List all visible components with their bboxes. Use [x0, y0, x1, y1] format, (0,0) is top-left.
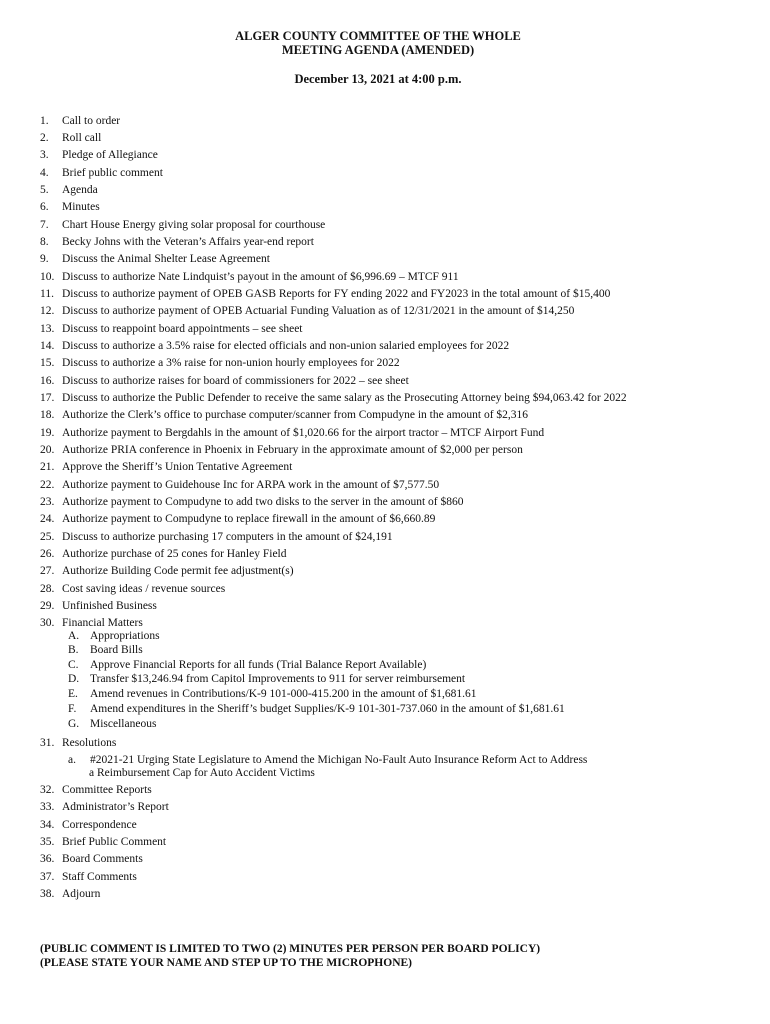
agenda-item-financial-matters: 30. Financial Matters: [40, 617, 143, 629]
agenda-item: 29. Unfinished Business: [40, 600, 157, 612]
agenda-item: 25. Discuss to authorize purchasing 17 computers in the amount of $24,191: [40, 531, 393, 543]
agenda-item: 24. Authorize payment to Compudyne to replace firewall in the amount of $6,660.89: [40, 513, 436, 525]
agenda-item: 10. Discuss to authorize Nate Lindquist’s payout in the amount of $6,996.69 – MTCF 911: [40, 271, 459, 283]
financial-subitem: E. Amend revenues in Contributions/K-9 101-000-415.200 in the amount of $1,681.61: [68, 688, 477, 700]
agenda-item: 3. Pledge of Allegiance: [40, 149, 158, 161]
agenda-item: 18. Authorize the Clerk’s office to purchase computer/scanner from Compudyne in the amount of $2,316: [40, 409, 529, 421]
agenda-item: 28. Cost saving ideas / revenue sources: [40, 583, 226, 595]
agenda-item: 19. Authorize payment to Bergdahls in the amount of $1,020.66 for the airport tractor – MTCF Airport Fund: [40, 427, 545, 439]
financial-subitem: D. Transfer $13,246.94 from Capitol Improvements to 911 for server reimbursement: [68, 673, 466, 685]
agenda-item: 22. Authorize payment to Guidehouse Inc for ARPA work in the amount of $7,577.50: [40, 479, 440, 491]
financial-subitem: A. Appropriations: [68, 630, 160, 642]
agenda-item: 26. Authorize purchase of 25 cones for Hanley Field: [40, 548, 287, 560]
microphone-instruction-note: (PLEASE STATE YOUR NAME AND STEP UP TO THE MICROPHONE): [40, 957, 412, 969]
agenda-item: 4. Brief public comment: [40, 167, 163, 179]
financial-subitem: B. Board Bills: [68, 644, 143, 656]
financial-subitem: F. Amend expenditures in the Sheriff’s budget Supplies/K-9 101-301-737.060 in the amount of $1,681.61: [68, 703, 565, 715]
agenda-item: 21. Approve the Sheriff’s Union Tentative Agreement: [40, 461, 293, 473]
agenda-item: 8. Becky Johns with the Veteran’s Affairs year-end report: [40, 236, 314, 248]
agenda-item: 34. Correspondence: [40, 819, 137, 831]
financial-subitem: G. Miscellaneous: [68, 718, 157, 730]
agenda-item: 7. Chart House Energy giving solar proposal for courthouse: [40, 219, 326, 231]
agenda-item: 15. Discuss to authorize a 3% raise for non-union hourly employees for 2022: [40, 357, 400, 369]
agenda-item: 5. Agenda: [40, 184, 98, 196]
resolution-subitem: a. #2021-21 Urging State Legislature to Amend the Michigan No-Fault Auto Insurance Reform Act to Address: [68, 754, 588, 766]
agenda-item: 38. Adjourn: [40, 888, 101, 900]
agenda-item: 35. Brief Public Comment: [40, 836, 167, 848]
agenda-item: 27. Authorize Building Code permit fee adjustment(s): [40, 565, 294, 577]
agenda-item: 2. Roll call: [40, 132, 102, 144]
agenda-subtitle: MEETING AGENDA (AMENDED): [281, 43, 475, 57]
agenda-item: 23. Authorize payment to Compudyne to add two disks to the server in the amount of $860: [40, 496, 464, 508]
agenda-item: 17. Discuss to authorize the Public Defender to receive the same salary as the Prosecuting Attorney being $94,063.42 for 2022: [40, 392, 627, 404]
agenda-item: 12. Discuss to authorize payment of OPEB Actuarial Funding Valuation as of 12/31/2021 in the amount of $14,250: [40, 305, 575, 317]
agenda-item: 14. Discuss to authorize a 3.5% raise for elected officials and non-union salaried employees for 2022: [40, 340, 510, 352]
agenda-item: 1. Call to order: [40, 115, 121, 127]
agenda-item: 6. Minutes: [40, 201, 100, 213]
agenda-item: 16. Discuss to authorize raises for board of commissioners for 2022 – see sheet: [40, 375, 409, 387]
agenda-item: 37. Staff Comments: [40, 871, 137, 883]
resolution-subitem-continuation: a Reimbursement Cap for Auto Accident Victims: [89, 767, 315, 779]
agenda-item: 13. Discuss to reappoint board appointments – see sheet: [40, 323, 303, 335]
agenda-item: 32. Committee Reports: [40, 784, 152, 796]
public-comment-policy-note: (PUBLIC COMMENT IS LIMITED TO TWO (2) MINUTES PER PERSON PER BOARD POLICY): [40, 943, 541, 955]
financial-subitem: C. Approve Financial Reports for all funds (Trial Balance Report Available): [68, 659, 427, 671]
agenda-item: 11. Discuss to authorize payment of OPEB GASB Reports for FY ending 2022 and FY2023 in the total amount of $15,400: [40, 288, 611, 300]
agenda-item-resolutions: 31. Resolutions: [40, 737, 117, 749]
agenda-item: 33. Administrator’s Report: [40, 801, 169, 813]
meeting-date: December 13, 2021 at 4:00 p.m.: [294, 72, 462, 86]
agenda-item: 36. Board Comments: [40, 853, 143, 865]
committee-title: ALGER COUNTY COMMITTEE OF THE WHOLE: [235, 29, 521, 43]
agenda-item: 20. Authorize PRIA conference in Phoenix in February in the approximate amount of $2,000 per person: [40, 444, 523, 456]
agenda-item: 9. Discuss the Animal Shelter Lease Agreement: [40, 253, 270, 265]
